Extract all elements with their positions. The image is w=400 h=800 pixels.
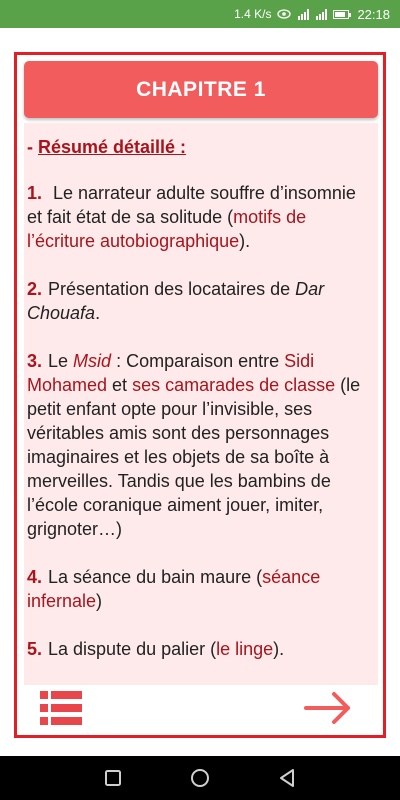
summary-item xyxy=(27,181,370,253)
item-text: La dispute du palier ( xyxy=(48,639,217,659)
item-highlight: ses camarades de classe xyxy=(132,375,336,395)
section-title-text: Résumé détaillé : xyxy=(38,137,187,157)
clock: 22:18 xyxy=(357,6,390,22)
summary-item xyxy=(27,277,370,325)
item-text: Le xyxy=(48,351,74,371)
system-nav-bar xyxy=(0,756,400,800)
item-number: 1. xyxy=(27,183,43,203)
item-highlight: Dar Chouafa xyxy=(27,279,325,323)
item-text: : Comparaison entre xyxy=(111,351,285,371)
item-highlight: Sidi Mohamed xyxy=(27,351,315,395)
status-bar xyxy=(0,0,400,28)
chapter-frame xyxy=(14,52,386,738)
chapter-title: CHAPITRE 1 xyxy=(136,77,266,101)
item-highlight: motifs de l’écriture autobiographique xyxy=(27,207,307,251)
signal-icon-2 xyxy=(315,9,327,20)
item-number: 5. xyxy=(27,639,43,659)
item-number: 3. xyxy=(27,351,43,371)
circle-home-icon[interactable] xyxy=(180,758,220,798)
item-text: ). xyxy=(273,639,285,659)
summary-item xyxy=(27,637,370,661)
eye-icon xyxy=(277,9,291,19)
chapter-header xyxy=(24,61,378,118)
summary-list xyxy=(27,181,370,709)
network-speed: 1.4 K/s xyxy=(234,7,272,21)
item-number: 2. xyxy=(27,279,43,299)
item-highlight: le linge xyxy=(216,639,274,659)
bottom-bar xyxy=(24,685,378,735)
summary-item xyxy=(27,349,370,541)
triangle-back-icon[interactable] xyxy=(267,758,307,798)
square-recents-icon[interactable] xyxy=(93,758,133,798)
item-highlight: séance infernale xyxy=(27,567,321,611)
item-text: ). xyxy=(239,231,251,251)
item-text: La séance du bain maure ( xyxy=(48,567,263,587)
summary-content[interactable] xyxy=(24,123,378,685)
item-highlight: Msid xyxy=(73,351,112,371)
list-icon[interactable] xyxy=(40,691,82,725)
item-number: 4. xyxy=(27,567,43,587)
item-text: ) xyxy=(96,591,103,611)
item-text: Le narrateur adulte souffre d’insomnie et fait état de sa solitude ( xyxy=(27,183,356,227)
item-text: (le petit enfant opte pour l’invisible, ses véritables amis sont des personnages imaginaires et les objets de sa boîte à merveilles. Tandis que les bambins de l’école coranique aiment jouer, imiter, grignoter…) xyxy=(27,375,361,539)
summary-item xyxy=(27,565,370,613)
battery-icon xyxy=(333,10,349,19)
item-text: . xyxy=(95,303,101,323)
arrow-right-icon[interactable] xyxy=(304,691,352,725)
item-text: et xyxy=(107,375,133,395)
signal-icon-1 xyxy=(297,9,309,20)
section-title xyxy=(27,135,370,159)
item-text: Présentation des locataires de xyxy=(48,279,296,299)
section-prefix: - xyxy=(27,137,38,157)
